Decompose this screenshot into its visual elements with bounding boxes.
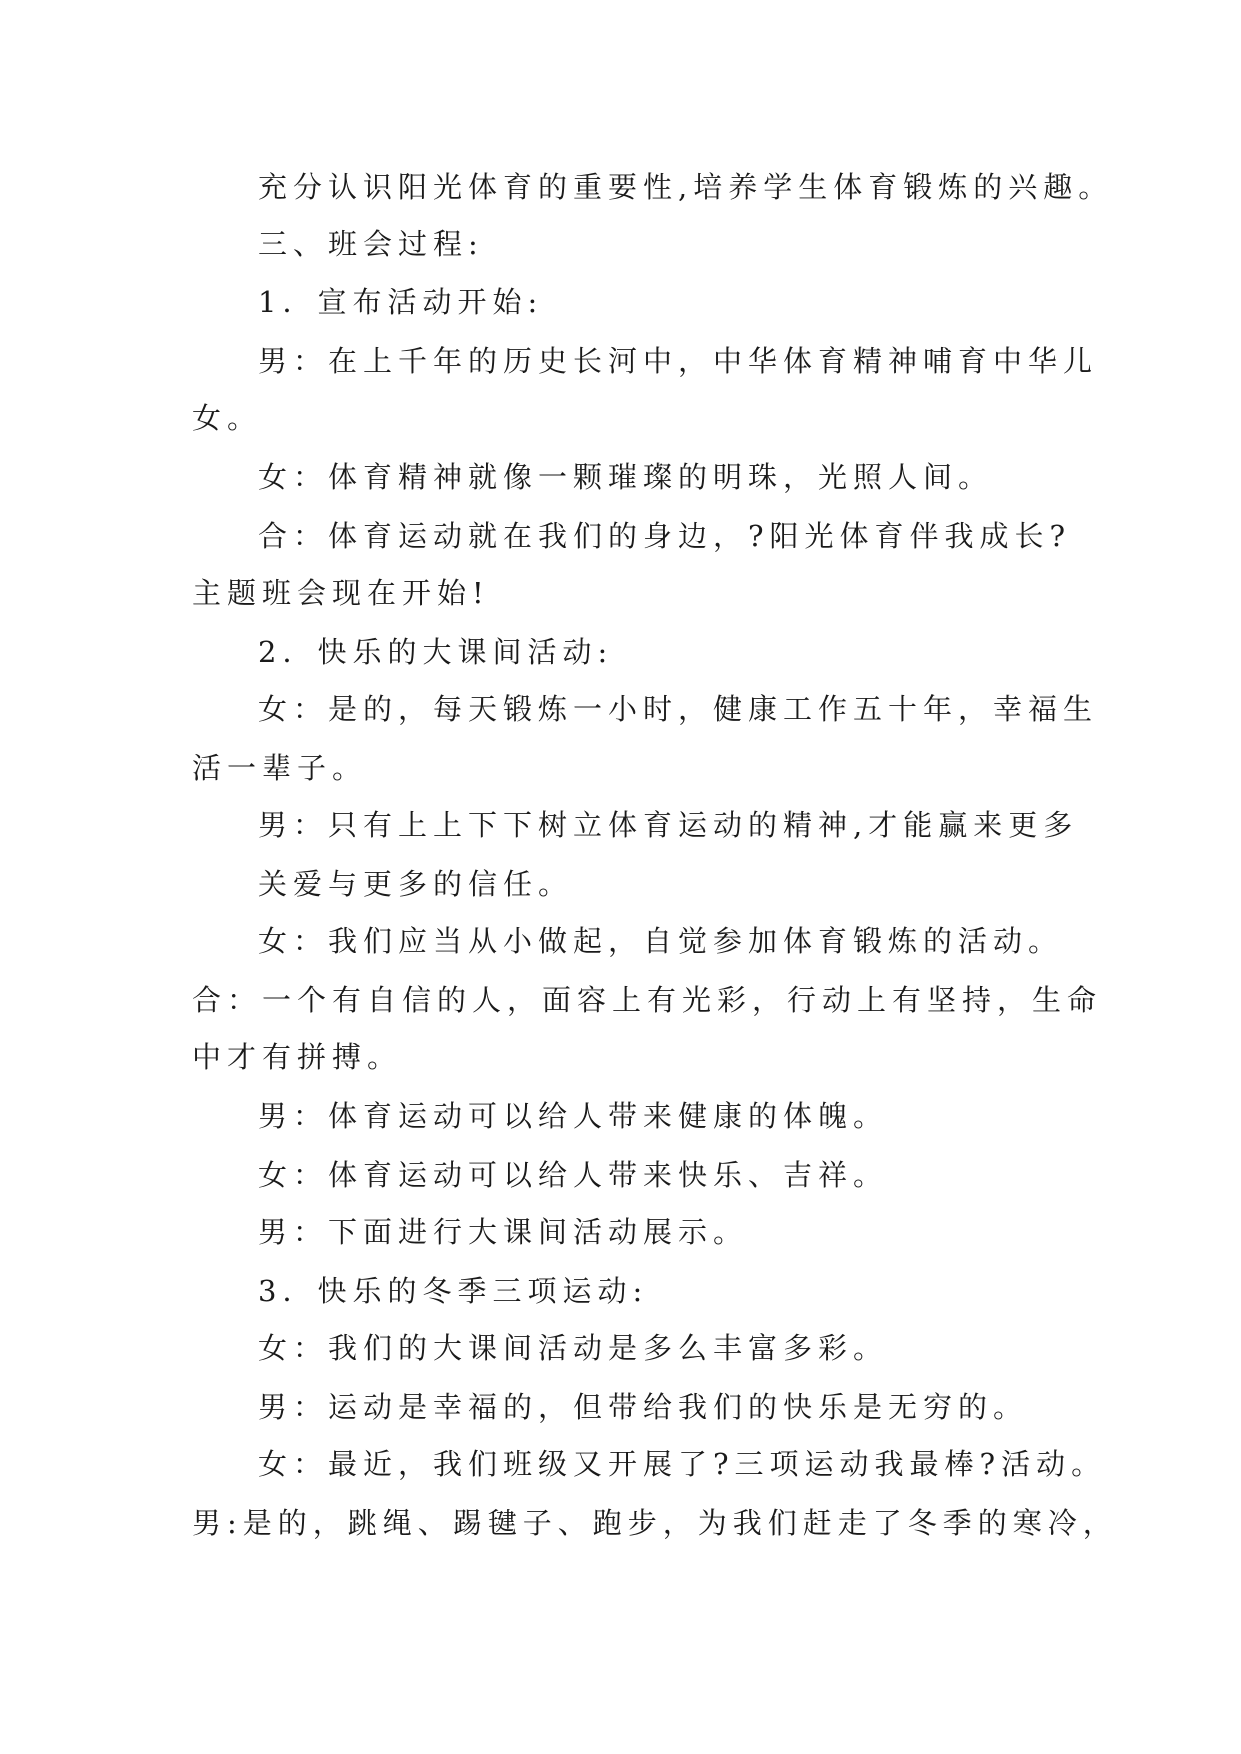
list-item-heading: 2．快乐的大课间活动: <box>258 635 614 669</box>
paragraph-line: 女：体育运动可以给人带来快乐、吉祥。 <box>258 1158 889 1192</box>
paragraph-line: 合：体育运动就在我们的身边，?阳光体育伴我成长? <box>258 519 1072 553</box>
paragraph-line: 主题班会现在开始! <box>192 576 490 610</box>
paragraph-line: 女。 <box>192 401 263 435</box>
list-item-heading: 3．快乐的冬季三项运动: <box>258 1274 649 1308</box>
paragraph-line: 男：在上千年的历史长河中，中华体育精神哺育中华儿 <box>258 344 1099 378</box>
paragraph-line: 男：下面进行大课间活动展示。 <box>258 1215 749 1249</box>
paragraph-line: 男：体育运动可以给人带来健康的体魄。 <box>258 1099 889 1133</box>
section-heading: 三、班会过程: <box>258 227 484 261</box>
paragraph-line: 关爱与更多的信任。 <box>258 867 574 901</box>
paragraph-line: 男：只有上上下下树立体育运动的精神,才能赢来更多 <box>258 808 1079 842</box>
paragraph-line: 充分认识阳光体育的重要性,培养学生体育锻炼的兴趣。 <box>258 170 1114 204</box>
paragraph-line: 女：我们的大课间活动是多么丰富多彩。 <box>258 1331 889 1365</box>
paragraph-line: 活一辈子。 <box>192 751 368 785</box>
paragraph-line: 男：运动是幸福的，但带给我们的快乐是无穷的。 <box>258 1390 1029 1424</box>
paragraph-line: 女：最近，我们班级又开展了?三项运动我最棒?活动。 <box>258 1447 1107 1481</box>
paragraph-line: 男:是的，跳绳、踢毽子、跑步，为我们赶走了冬季的寒冷， <box>192 1506 1118 1540</box>
paragraph-line: 合：一个有自信的人，面容上有光彩，行动上有坚持，生命 <box>192 983 1103 1017</box>
list-item-heading: 1．宣布活动开始: <box>258 285 544 319</box>
paragraph-line: 女：体育精神就像一颗璀璨的明珠，光照人间。 <box>258 460 994 494</box>
paragraph-line: 中才有拼搏。 <box>192 1040 403 1074</box>
paragraph-line: 女：是的，每天锻炼一小时，健康工作五十年，幸福生 <box>258 692 1099 726</box>
paragraph-line: 女：我们应当从小做起，自觉参加体育锻炼的活动。 <box>258 924 1064 958</box>
